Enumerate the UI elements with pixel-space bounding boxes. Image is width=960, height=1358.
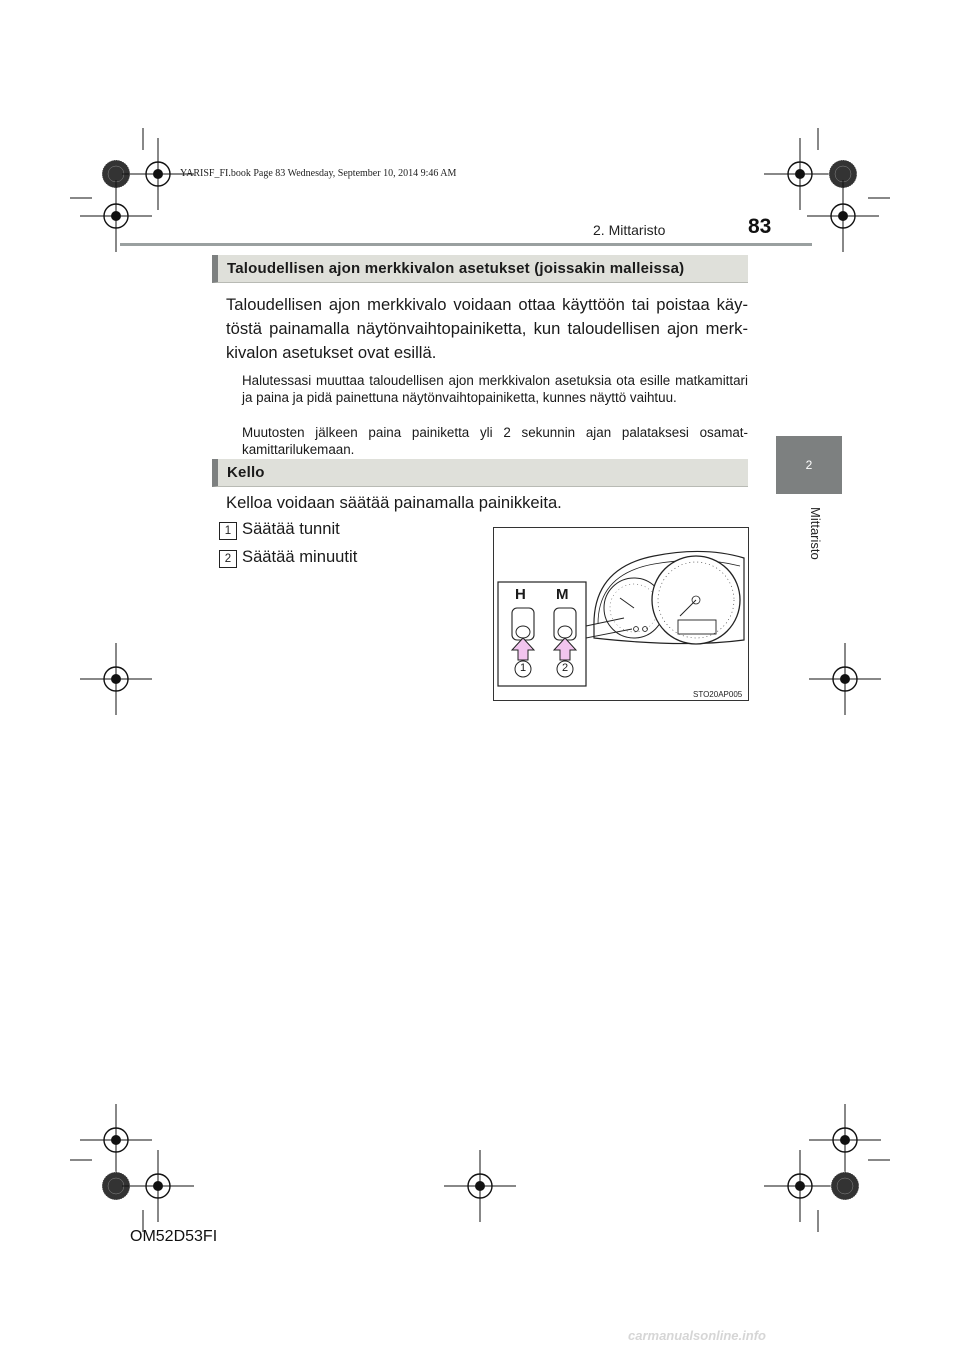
button-label-m: M (556, 586, 569, 603)
figure-code: STO20AP005 (693, 690, 743, 699)
section-paragraph: Kelloa voidaan säätää painamalla painikkeita. (226, 493, 562, 512)
section-title: Kello (227, 464, 265, 481)
side-tab-label: Mittaristo (808, 507, 823, 560)
section-title: Taloudellisen ajon merkkivalon asetukset (joissakin malleissa) (227, 260, 685, 277)
clock-buttons-figure (493, 527, 749, 701)
chapter-title: 2. Mittaristo (593, 222, 666, 238)
document-code: OM52D53FI (130, 1228, 218, 1245)
watermark: carmanualsonline.info (628, 1328, 766, 1343)
instrument-cluster-illustration (494, 528, 748, 700)
callout-number: 1 (520, 662, 527, 674)
page-number: 83 (748, 215, 772, 238)
list-item-text: Säätää minuutit (242, 547, 358, 566)
list-number-badge: 1 (219, 522, 237, 540)
note-paragraph: Halutessasi muuttaa taloudellisen ajon merkkivalon asetuksia ota esille matkamittari ja paina ja pidä painettuna näytönvaihtopainiketta, kunnes näyttö vaihtuu. (242, 373, 748, 405)
header-rule (120, 243, 812, 246)
section-paragraph: Taloudellisen ajon merkkivalo voidaan ottaa käyttöön tai poistaa käytöstä painamalla näytönvaihtopainiketta, kun taloudellisen ajon merkkivalon asetukset ovat esillä. (226, 295, 748, 362)
list-item-text: Säätää tunnit (242, 519, 340, 538)
button-label-h: H (515, 586, 526, 603)
side-tab-chapter-number[interactable]: 2 (776, 436, 842, 494)
note-paragraph: Muutosten jälkeen paina painiketta yli 2 sekunnin ajan palataksesi osamatkamittarilukemaan. (242, 425, 748, 457)
book-info-line: YARISF_FI.book Page 83 Wednesday, September 10, 2014 9:46 AM (180, 168, 457, 179)
section-header-eco-indicator (212, 255, 748, 283)
section-header-clock (212, 459, 748, 487)
callout-number: 2 (562, 662, 569, 674)
list-number-badge: 2 (219, 550, 237, 568)
